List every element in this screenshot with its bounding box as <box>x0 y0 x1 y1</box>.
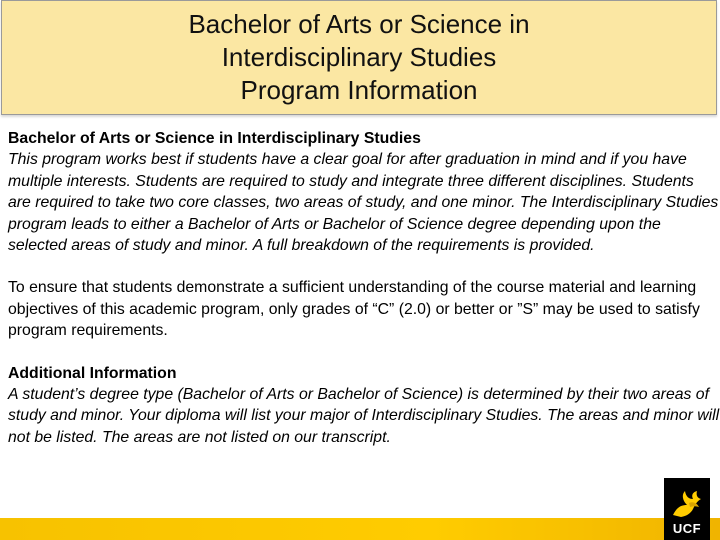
title-line-1: Bachelor of Arts or Science in <box>188 9 530 39</box>
main-content <box>8 128 720 448</box>
section1-body: This program works best if students have a clear goal for after graduation in mind and if you have multiple interests. Students are required to study and integrate three different disciplines. Students are required to take two core classes, two areas of study, and one minor. The Interdisciplinary Studies program leads to either a Bachelor of Arts or Bachelor of Science degree depending upon the selected areas of study and minor. A full breakdown of the requirements is provided. <box>8 151 719 255</box>
section1-heading: Bachelor of Arts or Science in Interdisciplinary Studies <box>8 130 421 147</box>
section2-body: To ensure that students demonstrate a sufficient understanding of the course material and learning objectives of this academic program, only grades of “C” (2.0) or better or ”S” may be used to satisfy program requirements. <box>8 279 700 340</box>
title-line-3: Program Information <box>240 75 478 105</box>
section3-body: A student’s degree type (Bachelor of Arts or Bachelor of Science) is determined by their two areas of study and minor. Your diploma will list your major of Interdisciplinary Studies. The areas and minor will not be listed. The areas are not listed on our transcript. <box>8 386 720 446</box>
footer-bar <box>0 518 720 540</box>
title-banner <box>1 0 717 115</box>
ucf-logo <box>664 478 710 540</box>
logo-text: UCF <box>672 521 702 536</box>
section3-heading: Additional Information <box>8 364 177 382</box>
title-line-2: Interdisciplinary Studies <box>221 42 497 72</box>
pegasus-icon <box>669 489 705 519</box>
